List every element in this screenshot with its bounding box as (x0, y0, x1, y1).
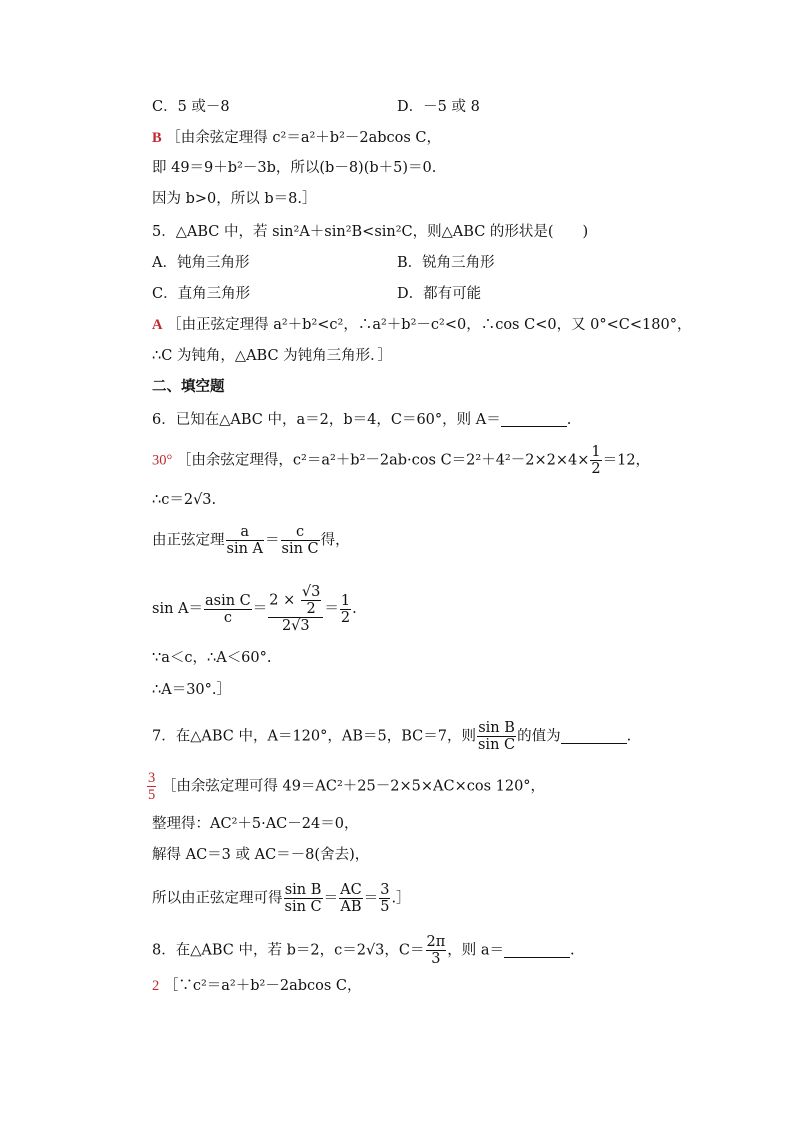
numerator: 3 (380, 882, 390, 898)
option-a: A．钝角三角形 (152, 255, 250, 271)
fraction (339, 882, 363, 915)
equals: ＝ (363, 890, 379, 907)
answer-letter: B (152, 130, 162, 146)
explanation-line: ∴C 为钝角，△ABC 为钝角三角形．］ (152, 348, 392, 364)
answer-letter: A (152, 317, 163, 333)
explanation-text: sin A＝ (152, 601, 203, 617)
answer-blank (504, 943, 570, 958)
question-text: ，则 a＝ (447, 942, 505, 959)
option-c: C．5 或－8 (152, 99, 230, 115)
explanation-line (152, 882, 411, 915)
answer-blank (501, 412, 567, 427)
answer-line (152, 444, 650, 477)
explanation-text: 得， (320, 532, 350, 549)
question-text: 的值为 (517, 728, 561, 745)
answer-line (152, 315, 691, 335)
option-row (152, 253, 495, 273)
equals: ＝ (265, 532, 280, 549)
explanation-text: ＝12， (602, 452, 651, 469)
explanation-text: ［由余弦定理可得 49＝AC²＋25－2×5×AC×cos 120°， (161, 778, 546, 795)
question-7: 7．在△ABC 中，A＝120°，AB＝5，BC＝7，则 $\frac{\text{sin B}}{\text{sin C}}$ 的值为 . (152, 720, 632, 753)
fraction (204, 593, 252, 626)
numerator: 1 (591, 444, 601, 460)
equation-text: c²＝a²＋b²－2abcos C， (272, 130, 442, 146)
answer-line (146, 770, 545, 803)
question-text: 6．已知在△ABC 中，a＝2，b＝4，C＝60°，则 A＝ (152, 412, 501, 428)
answer-fraction (147, 770, 156, 803)
explanation-line: 因为 b>0，所以 b＝8.］ (152, 191, 317, 207)
question-text: 8．在△ABC 中，若 b＝2，c＝2√3，C＝ (152, 942, 425, 959)
numerator: 2π (426, 934, 446, 950)
denominator: c (223, 609, 232, 626)
numerator: 1 (340, 592, 351, 609)
explanation-line: ∵a＜c，∴A＜60°. (152, 650, 272, 666)
answer-line (152, 976, 362, 996)
fraction (226, 524, 265, 557)
answer-line (152, 128, 441, 148)
numerator: 3 (148, 770, 156, 786)
numerator-part: 2 × (269, 592, 300, 609)
equals: ＝ (323, 890, 339, 907)
numerator: √3 (301, 584, 321, 600)
section-heading: 二、填空题 (152, 379, 225, 395)
explanation-text: . (352, 601, 357, 617)
denominator: 2 (591, 461, 601, 477)
denominator: 3 (431, 951, 441, 967)
equals: ＝ (324, 601, 339, 617)
denominator: 5 (380, 899, 390, 915)
explanation-line: 解得 AC＝3 或 AC＝－8(舍去)， (152, 847, 370, 863)
explanation-text: ［由余弦定理得，c²＝a²＋b²－2ab·cos C＝2²＋4²－2×2×4× (176, 452, 590, 469)
explanation-text: 由正弦定理 (152, 532, 225, 549)
numerator: asin C (205, 592, 251, 609)
equals: ＝ (252, 601, 268, 617)
denominator: 2√3 (281, 618, 310, 634)
fraction (426, 934, 447, 967)
fraction (281, 524, 320, 557)
numerator: c (281, 524, 320, 541)
question-text: 7．在△ABC 中，A＝120°，AB＝5，BC＝7，则 (152, 728, 476, 745)
explanation-line: 即 49＝9＋b²－3b，所以(b－8)(b＋5)＝0. (152, 160, 437, 176)
denominator: AB (340, 899, 362, 915)
explanation-text: 所以由正弦定理可得 (152, 890, 283, 907)
explanation-line: 整理得：AC²＋5·AC－24＝0， (152, 816, 359, 832)
denominator: sin C (284, 899, 322, 915)
fraction (590, 444, 601, 477)
explanation-line: ∴c＝2√3. (152, 492, 217, 508)
numerator: sin B (284, 882, 322, 898)
fraction (477, 720, 516, 753)
option-b: B．锐角三角形 (397, 255, 495, 271)
fraction (301, 584, 321, 617)
numerator: AC (340, 882, 362, 898)
denominator: sin C (281, 541, 319, 557)
explanation-text: ［由正弦定理得 a²＋b²<c²，∴a²＋b²－c²<0，∴cos C<0，又 0°<C<180°， (167, 317, 692, 333)
option-d: D．都有可能 (397, 286, 482, 302)
answer-value: 30° (152, 452, 173, 469)
denominator: sin C (477, 737, 516, 753)
denominator: sin A (226, 541, 263, 557)
option-row (152, 97, 480, 117)
explanation-text: ［∵c²＝a²＋b²－2abcos C， (163, 978, 362, 994)
explanation-line: ∴A＝30°.］ (152, 682, 232, 698)
option-c: C．直角三角形 (152, 286, 251, 302)
answer-value: 2 (152, 978, 160, 994)
answer-blank (561, 729, 627, 744)
option-row (152, 284, 482, 304)
question-8: 8．在△ABC 中，若 b＝2，c＝2√3，C＝ $\frac{2\pi}{3}$ ，则 a＝ . (152, 934, 575, 967)
compound-fraction (268, 584, 323, 634)
explanation-text: ［由余弦定理得 (166, 130, 273, 146)
denominator: 2 (306, 601, 316, 617)
numerator: sin B (478, 720, 515, 736)
denominator: 2 (340, 609, 351, 626)
fraction (340, 593, 351, 626)
numerator: a (226, 524, 265, 541)
question-6: 6．已知在△ABC 中，a＝2，b＝4，C＝60°，则 A＝ . (152, 412, 572, 428)
numerator (268, 584, 323, 618)
explanation-text: .］ (391, 890, 411, 907)
question-5: 5．△ABC 中，若 sin²A＋sin²B<sin²C，则△ABC 的形状是( ) (152, 224, 589, 240)
fraction (284, 882, 323, 915)
option-d: D．－5 或 8 (397, 99, 480, 115)
explanation-line (152, 584, 357, 634)
explanation-line (152, 524, 350, 557)
denominator: 5 (148, 787, 156, 803)
fraction (379, 882, 390, 915)
